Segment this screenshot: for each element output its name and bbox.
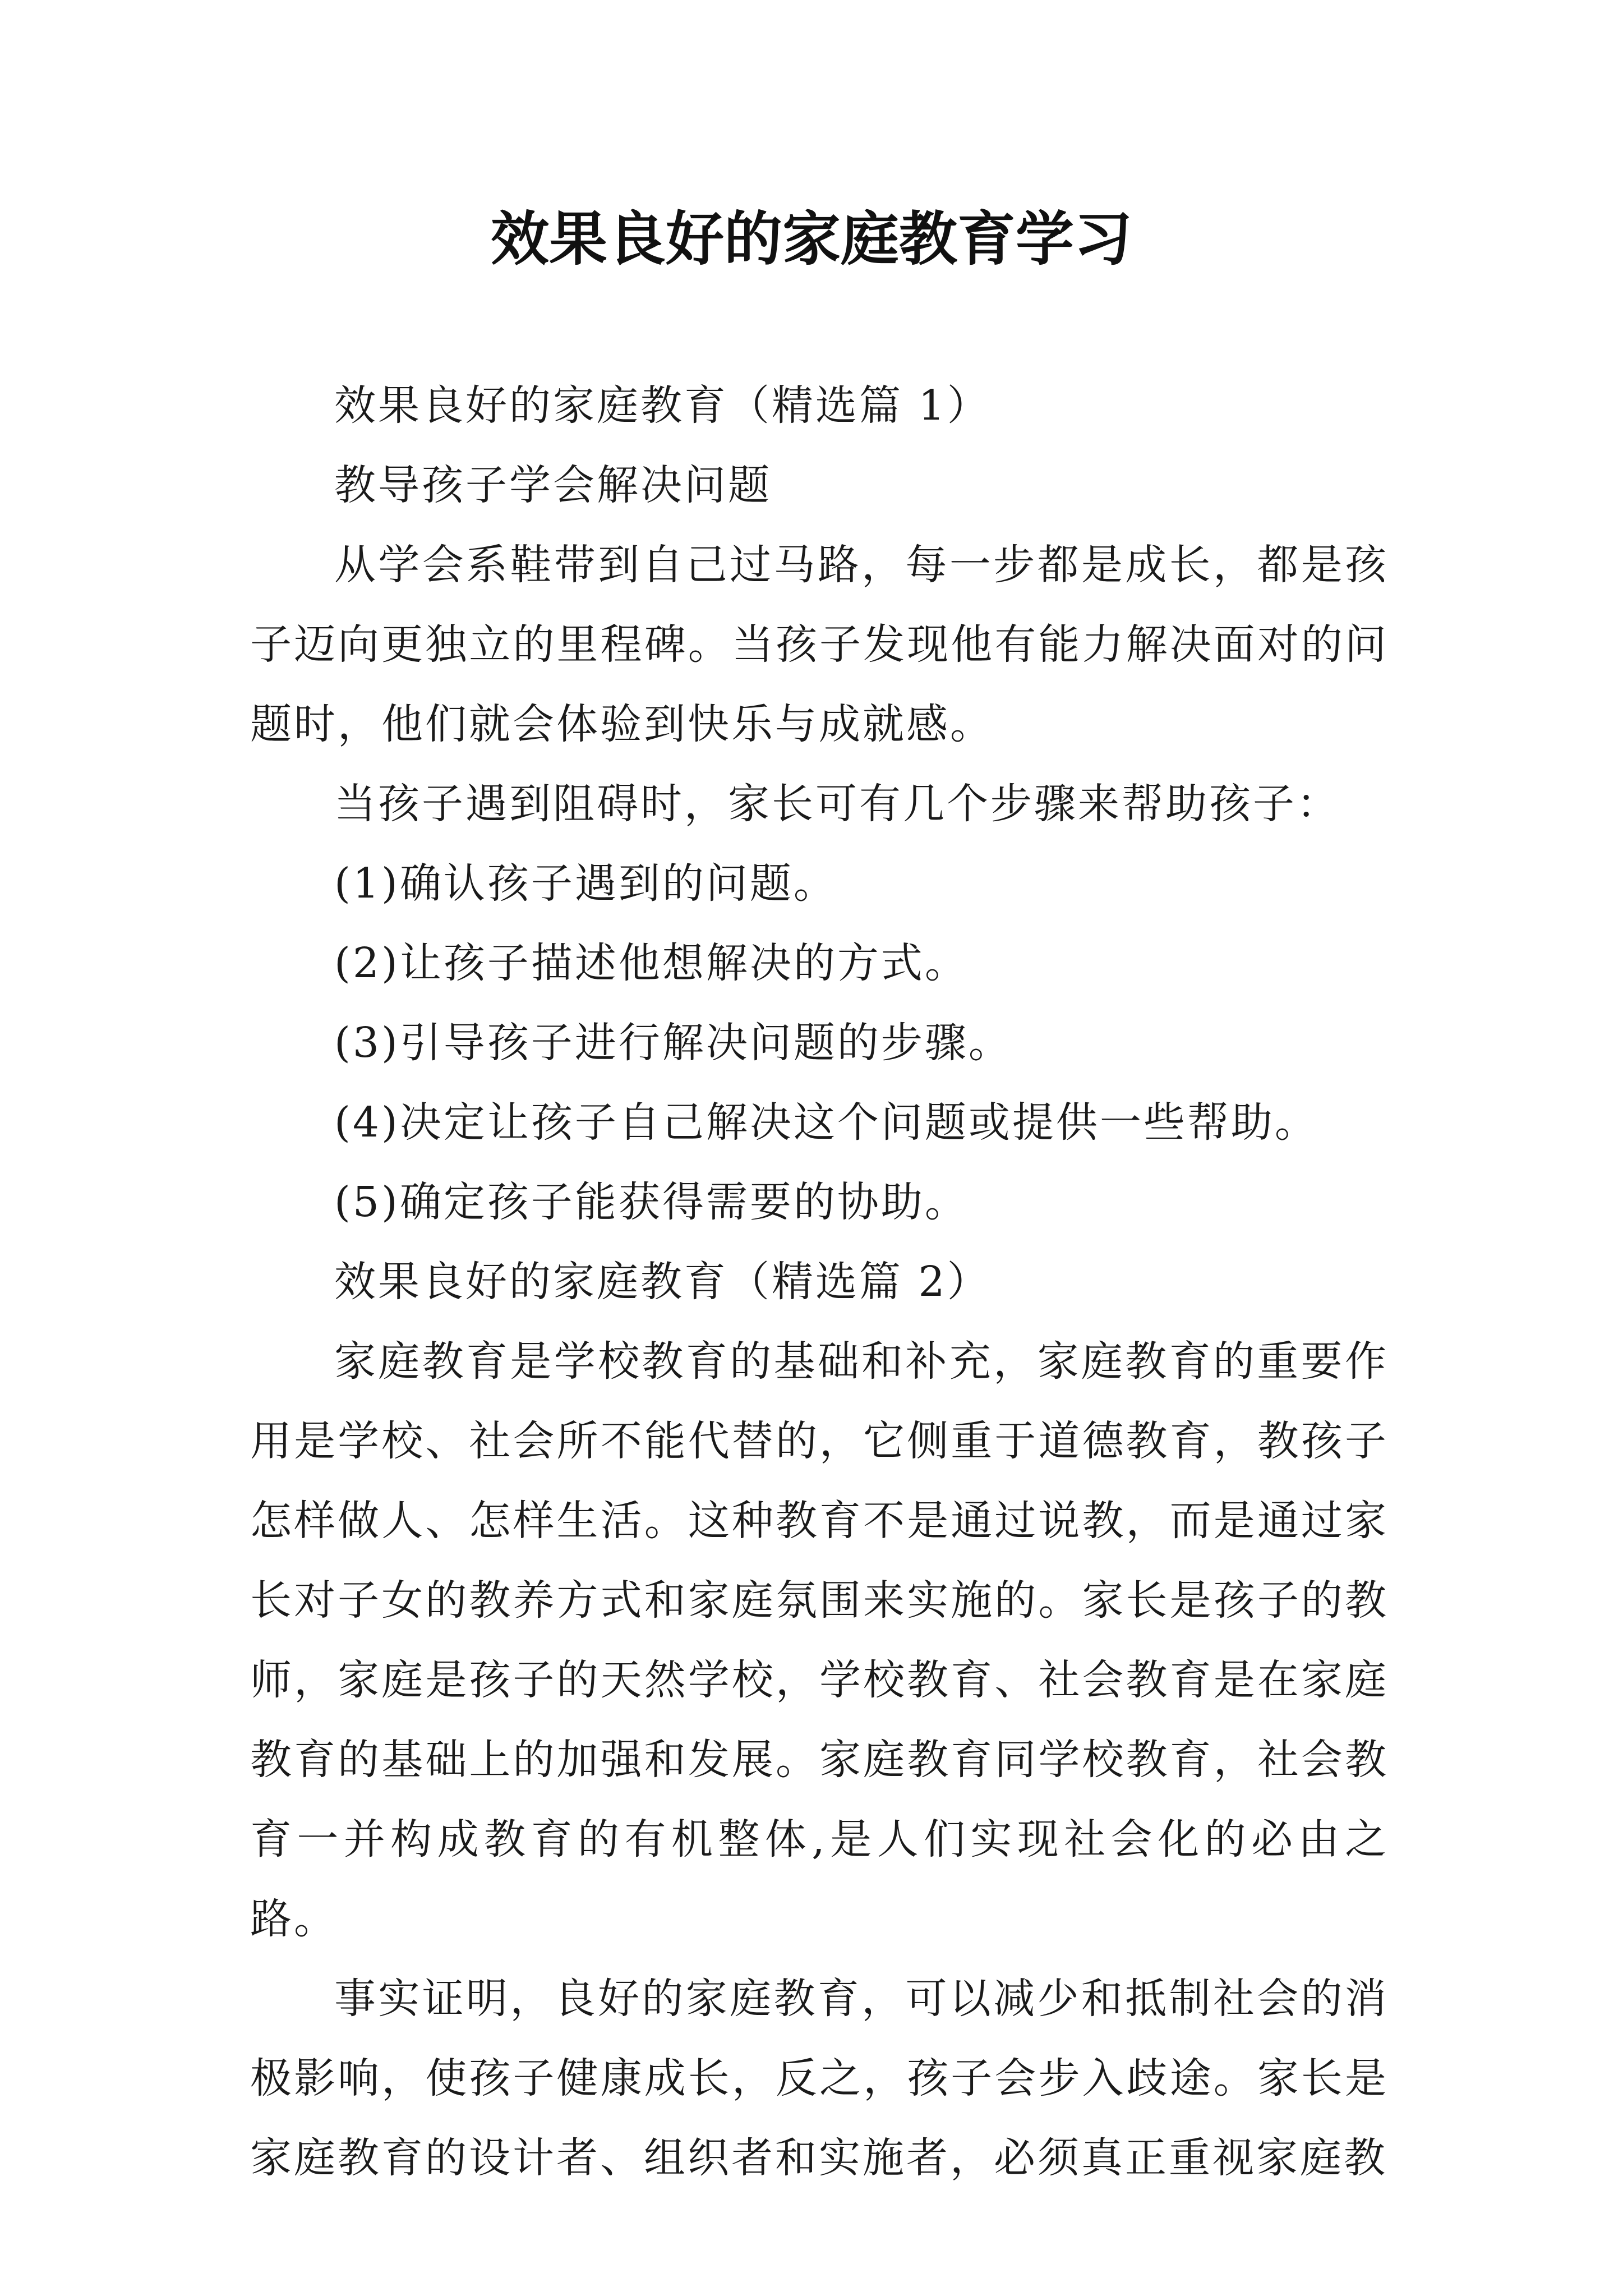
paragraph: 事实证明，良好的家庭教育，可以减少和抵制社会的消极影响，使孩子健康成长，反之，孩子会步入歧途。家长是家庭教育的设计者、组织者和实施者，必须真正重视家庭教 [250, 1975, 1389, 2182]
section-heading-2: 效果良好的家庭教育（精选篇 2） [334, 1258, 991, 1306]
document-body [250, 366, 1389, 2198]
list-item: (2)让孩子描述他想解决的方式。 [334, 939, 969, 987]
subheading-problem-solving: 教导孩子学会解决问题 [334, 461, 772, 509]
list-item: (3)引导孩子进行解决问题的步骤。 [334, 1019, 1012, 1067]
document-title: 效果良好的家庭教育学习 [490, 204, 1132, 273]
list-item: (1)确认孩子遇到的问题。 [334, 859, 837, 908]
paragraph: 当孩子遇到阻碍时，家长可有几个步骤来帮助孩子： [334, 780, 1340, 828]
section-heading-1: 效果良好的家庭教育（精选篇 1） [334, 381, 991, 430]
paragraph: 家庭教育是学校教育的基础和补充，家庭教育的重要作用是学校、社会所不能代替的，它侧重于道德教育，教孩子怎样做人、怎样生活。这种教育不是通过说教，而是通过家长对子女的教养方式和家庭氛围来实施的。家长是孩子的教师，家庭是孩子的天然学校，学校教育、社会教育是在家庭教育的基础上的加强和发展。家庭教育同学校教育，社会教育一并构成教育的有机整体,是人们实现社会化的必由之路。 [250, 1337, 1389, 1943]
list-item: (5)确定孩子能获得需要的协助。 [334, 1178, 969, 1226]
list-item: (4)决定让孩子自己解决这个问题或提供一些帮助。 [334, 1098, 1318, 1147]
paragraph: 从学会系鞋带到自己过马路，每一步都是成长，都是孩子迈向更独立的里程碑。当孩子发现他有能力解决面对的问题时，他们就会体验到快乐与成就感。 [250, 541, 1389, 748]
